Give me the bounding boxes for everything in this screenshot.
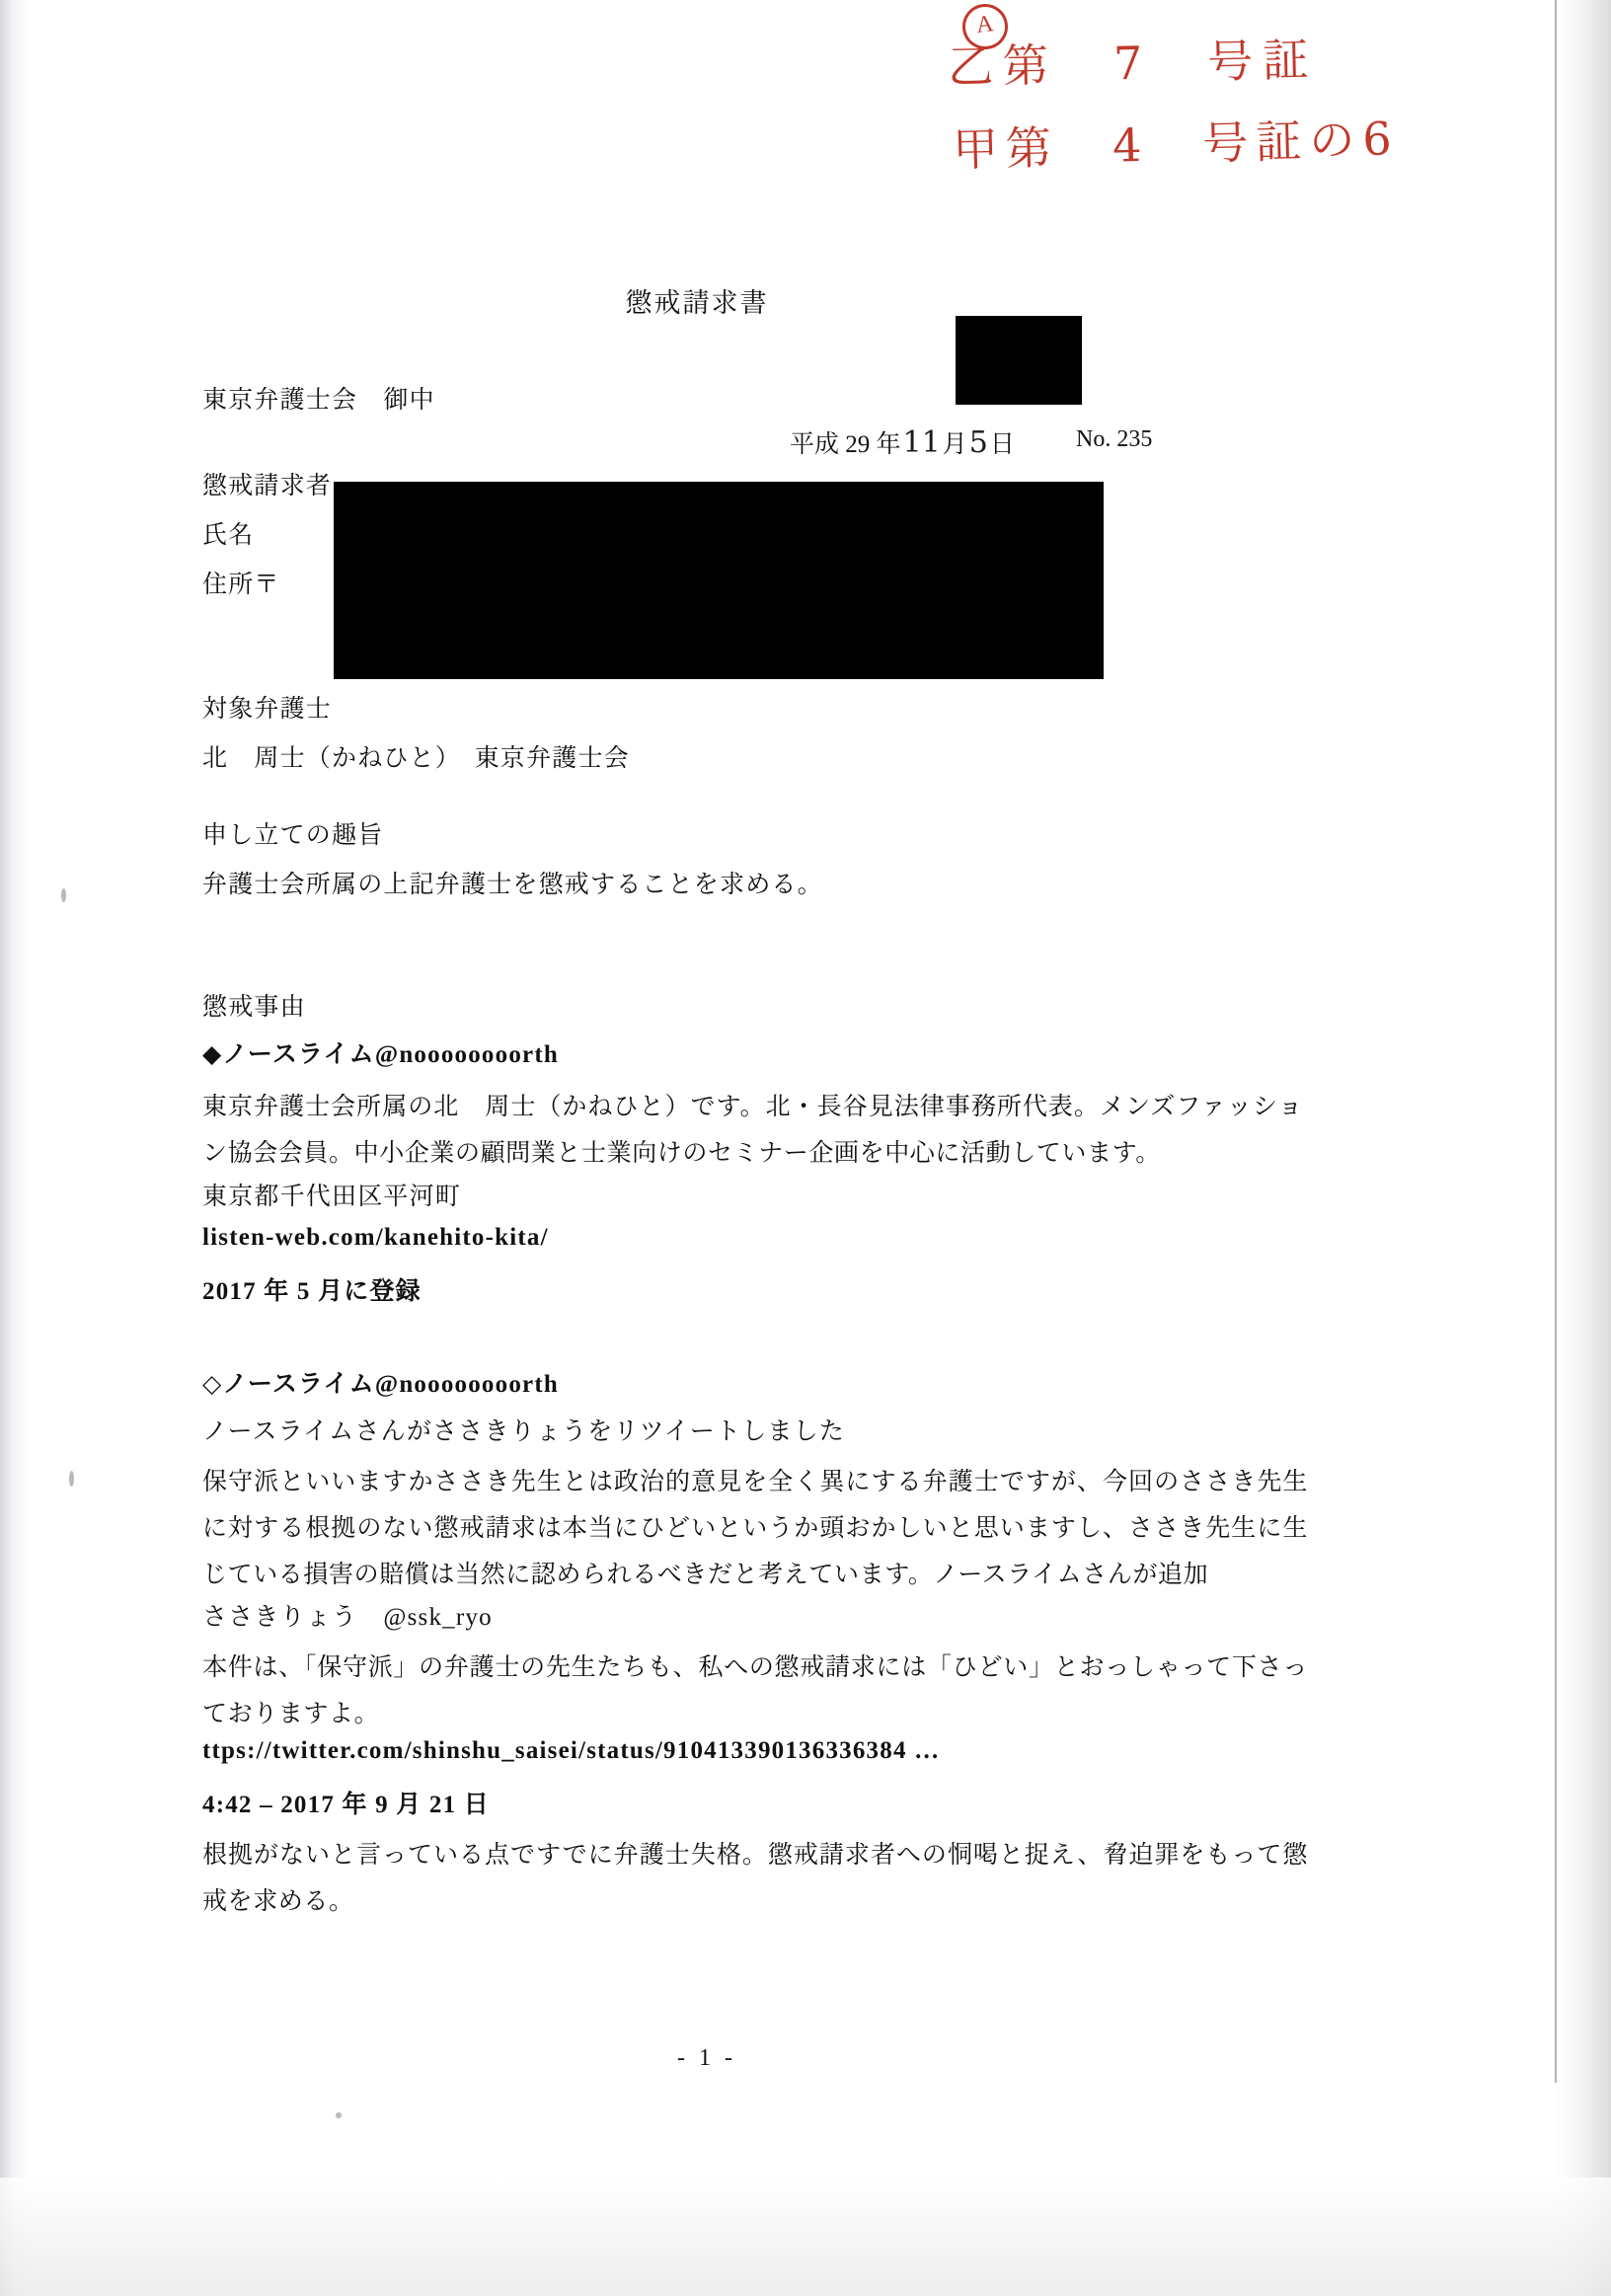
evidence-stamp-line-1: 乙第 7 号証 bbox=[947, 33, 1319, 94]
evidence-stamp-line-2: 甲第 4 号証の6 bbox=[952, 112, 1401, 177]
block2-quoted-body: 保守派といいますかささき先生とは政治的意見を全く異にする弁護士ですが、今回のささき先生に対する根拠のない懲戒請求は本当にひどいというか頭おかしいと思いますし、ささき先生に生じている損害の賠償は当然に認められるべきだと考えています。ノースライムさんが追加 bbox=[202, 1469, 1308, 1588]
redacted-name-box bbox=[956, 316, 1082, 405]
block2-conclusion: 根拠がないと言っている点ですでに弁護士失格。懲戒請求者への恫喝と捉え、脅迫罪をもって懲戒を求める。 bbox=[202, 1842, 1308, 1915]
address-label: 住所〒 bbox=[202, 572, 280, 598]
page-number-text: - 1 - bbox=[677, 2045, 736, 2071]
date-month-handwritten: 11 bbox=[902, 425, 941, 460]
claimant-heading: 懲戒請求者 bbox=[202, 473, 333, 499]
scan-speck bbox=[69, 1471, 74, 1487]
scan-bottom-shadow bbox=[0, 2178, 1611, 2296]
block1-url: listen-web.com/kanehito-kita/ bbox=[202, 1224, 549, 1251]
document-number: No. 235 bbox=[1076, 426, 1153, 452]
block1-handle: ◆ノースライム@noooooooorth bbox=[202, 1041, 559, 1068]
scan-speck bbox=[61, 888, 66, 902]
petition-body: 弁護士会所属の上記弁護士を懲戒することを求める。 bbox=[202, 872, 823, 898]
date-month-unit: 月 bbox=[942, 431, 967, 458]
block2-tweet-time: 4:42 – 2017 年 9 月 21 日 bbox=[202, 1792, 490, 1818]
date-line bbox=[790, 424, 1015, 460]
date-day-handwritten: 5 bbox=[968, 425, 988, 460]
block2-quoted-author: ささきりょう @ssk_ryo bbox=[202, 1604, 493, 1631]
petition-heading: 申し立ての趣旨 bbox=[202, 822, 384, 849]
block2-handle: ◇ノースライム@noooooooorth bbox=[202, 1371, 559, 1398]
addressee: 東京弁護士会 御中 bbox=[202, 387, 435, 414]
page-number bbox=[0, 2045, 1611, 2072]
reason-heading: 懲戒事由 bbox=[202, 994, 306, 1021]
scan-speck bbox=[336, 2112, 342, 2118]
block1-location: 東京都千代田区平河町 bbox=[202, 1184, 462, 1210]
scan-left-edge bbox=[0, 0, 30, 2296]
block2-retweet-note: ノースライムさんがささきりょうをリツイートしました bbox=[202, 1418, 846, 1445]
target-heading: 対象弁護士 bbox=[202, 696, 333, 723]
redacted-claimant-details bbox=[334, 482, 1104, 679]
circled-a-mark: A bbox=[960, 2, 1011, 52]
document-title bbox=[0, 281, 1611, 320]
date-prefix: 平成 29 年 bbox=[790, 431, 901, 458]
date-day-unit: 日 bbox=[989, 431, 1015, 458]
block1-profile: 東京弁護士会所属の北 周士（かねひと）です。北・長谷見法律事務所代表。メンズファッション協会会員。中小企業の顧問業と士業向けのセミナー企画を中心に活動しています。 bbox=[202, 1094, 1303, 1167]
block1-registered: 2017 年 5 月に登録 bbox=[202, 1278, 422, 1305]
target-name: 北 周士（かねひと） 東京弁護士会 bbox=[202, 745, 630, 772]
block2-tweet-url: ttps://twitter.com/shinshu_saisei/status/910413390136336384 … bbox=[202, 1737, 941, 1764]
document-title-text: 懲戒請求書 bbox=[625, 288, 769, 318]
name-label: 氏名 bbox=[202, 522, 255, 549]
block2-quoted-tweet: 本件は、「保守派」の弁護士の先生たちも、私への懲戒請求には「ひどい」とおっしゃって下さっておりますよ。 bbox=[202, 1654, 1308, 1727]
scan-right-edge bbox=[1554, 0, 1611, 2296]
